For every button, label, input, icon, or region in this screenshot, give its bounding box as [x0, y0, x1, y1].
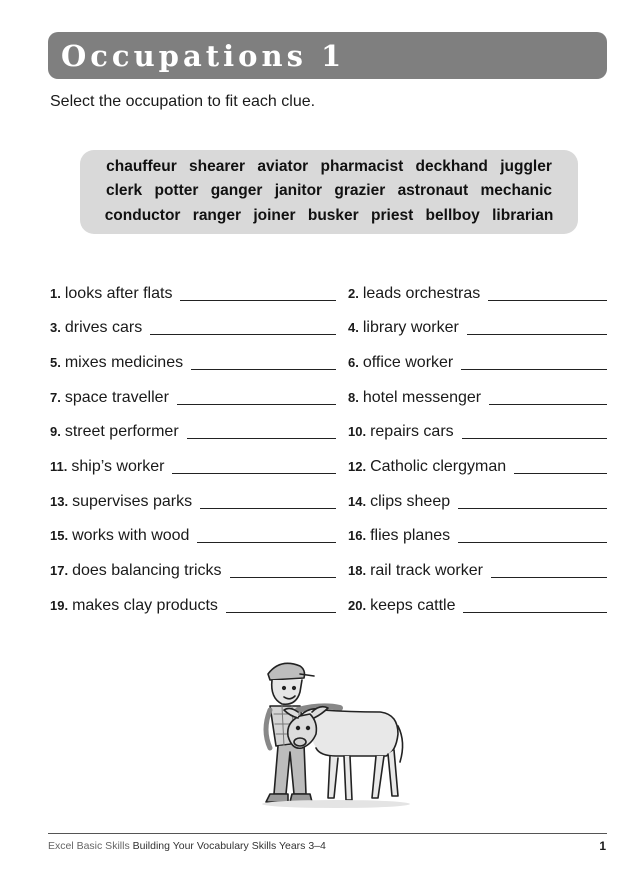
word-bank-word: mechanic: [480, 182, 553, 199]
clue-text: drives cars: [64, 319, 143, 336]
word-bank-word: joiner: [253, 207, 296, 224]
word-bank-word: deckhand: [415, 158, 488, 175]
clue-number: 6.: [348, 355, 359, 370]
clue-number: 15.: [50, 528, 69, 543]
footer-book-title: Building Your Vocabulary Skills Years 3–4: [132, 840, 326, 852]
word-bank-word: librarian: [492, 207, 554, 224]
clue-number: 11.: [50, 459, 68, 474]
clue-10: [348, 422, 607, 442]
word-bank-word: janitor: [274, 182, 323, 199]
clue-number: 3.: [50, 320, 61, 335]
clue-number: 13.: [50, 494, 69, 509]
clue-text: hotel messenger: [362, 389, 482, 406]
clue-text: mixes medicines: [64, 354, 184, 371]
clue-text: leads orchestras: [362, 285, 481, 302]
page-title: Occupations 1: [61, 39, 346, 73]
word-bank: [80, 150, 578, 234]
clue-text: does balancing tricks: [72, 562, 222, 579]
clue-text: street performer: [64, 423, 179, 440]
answer-line[interactable]: [177, 404, 336, 405]
clue-text: keeps cattle: [370, 597, 456, 614]
clue-7: [50, 388, 336, 408]
answer-line[interactable]: [197, 542, 336, 543]
clue-number: 7.: [50, 390, 61, 405]
clue-19: [50, 596, 336, 616]
clue-15: [50, 526, 336, 546]
clue-number: 5.: [50, 355, 61, 370]
answer-line[interactable]: [200, 508, 336, 509]
clue-14: [348, 492, 607, 512]
clue-9: [50, 422, 336, 442]
clue-number: 8.: [348, 390, 359, 405]
answer-line[interactable]: [514, 473, 607, 474]
page-number: 1: [599, 839, 606, 853]
footer-series: Excel Basic Skills: [48, 840, 130, 852]
answer-line[interactable]: [150, 334, 336, 335]
clue-12: [348, 457, 607, 477]
clue-number: 19.: [50, 598, 69, 613]
clue-text: office worker: [362, 354, 454, 371]
word-bank-line-2: [80, 182, 578, 200]
clue-number: 4.: [348, 320, 359, 335]
answer-line[interactable]: [187, 438, 336, 439]
clue-3: [50, 318, 336, 338]
answer-line[interactable]: [191, 369, 336, 370]
clue-text: ship’s worker: [71, 458, 165, 475]
clue-number: 9.: [50, 424, 61, 439]
answer-line[interactable]: [172, 473, 336, 474]
clue-6: [348, 353, 607, 373]
clue-text: Catholic clergyman: [370, 458, 507, 475]
clue-16: [348, 526, 607, 546]
clue-number: 10.: [348, 424, 367, 439]
clue-1: [50, 284, 336, 304]
boy-with-calf-illustration: [240, 652, 410, 812]
clue-8: [348, 388, 607, 408]
clue-text: makes clay products: [72, 597, 218, 614]
clue-13: [50, 492, 336, 512]
answer-line[interactable]: [230, 577, 337, 578]
answer-line[interactable]: [462, 438, 607, 439]
word-bank-word: conductor: [104, 207, 181, 224]
answer-line[interactable]: [180, 300, 336, 301]
clue-text: library worker: [362, 319, 459, 336]
word-bank-word: priest: [371, 207, 414, 224]
clue-number: 18.: [348, 563, 367, 578]
answer-line[interactable]: [467, 334, 607, 335]
clue-text: space traveller: [64, 389, 169, 406]
clue-17: [50, 561, 336, 581]
clue-20: [348, 596, 607, 616]
clue-4: [348, 318, 607, 338]
word-bank-line-1: [80, 158, 578, 176]
word-bank-word: pharmacist: [320, 158, 404, 175]
word-bank-word: ganger: [210, 182, 263, 199]
answer-line[interactable]: [488, 300, 607, 301]
word-bank-word: astronaut: [397, 182, 469, 199]
answer-line[interactable]: [226, 612, 336, 613]
word-bank-line-3: [80, 207, 578, 225]
title-bar: [48, 32, 607, 79]
clue-number: 1.: [50, 286, 61, 301]
answer-line[interactable]: [463, 612, 607, 613]
clue-number: 12.: [348, 459, 367, 474]
word-bank-word: juggler: [500, 158, 552, 175]
clue-number: 14.: [348, 494, 367, 509]
word-bank-word: shearer: [189, 158, 246, 175]
word-bank-word: clerk: [105, 182, 143, 199]
word-bank-word: grazier: [334, 182, 386, 199]
clue-18: [348, 561, 607, 581]
clue-text: supervises parks: [72, 493, 193, 510]
instruction-text: Select the occupation to fit each clue.: [50, 93, 316, 110]
word-bank-word: bellboy: [425, 207, 480, 224]
word-bank-word: busker: [307, 207, 359, 224]
clue-number: 20.: [348, 598, 367, 613]
clue-text: flies planes: [370, 527, 451, 544]
clue-number: 16.: [348, 528, 367, 543]
clue-number: 2.: [348, 286, 359, 301]
clue-text: rail track worker: [370, 562, 483, 579]
clue-5: [50, 353, 336, 373]
answer-line[interactable]: [489, 404, 607, 405]
answer-line[interactable]: [458, 508, 607, 509]
clue-text: works with wood: [72, 527, 190, 544]
word-bank-word: chauffeur: [106, 158, 177, 175]
answer-line[interactable]: [491, 577, 607, 578]
answer-line[interactable]: [458, 542, 607, 543]
clue-11: [50, 457, 336, 477]
word-bank-word: potter: [154, 182, 199, 199]
word-bank-word: aviator: [257, 158, 309, 175]
answer-line[interactable]: [461, 369, 607, 370]
footer-credit: [48, 840, 326, 852]
clue-2: [348, 284, 607, 304]
footer-divider: [48, 833, 607, 834]
word-bank-word: ranger: [192, 207, 242, 224]
clue-number: 17.: [50, 563, 69, 578]
clue-text: clips sheep: [370, 493, 451, 510]
clue-text: looks after flats: [64, 285, 173, 302]
clue-text: repairs cars: [370, 423, 454, 440]
